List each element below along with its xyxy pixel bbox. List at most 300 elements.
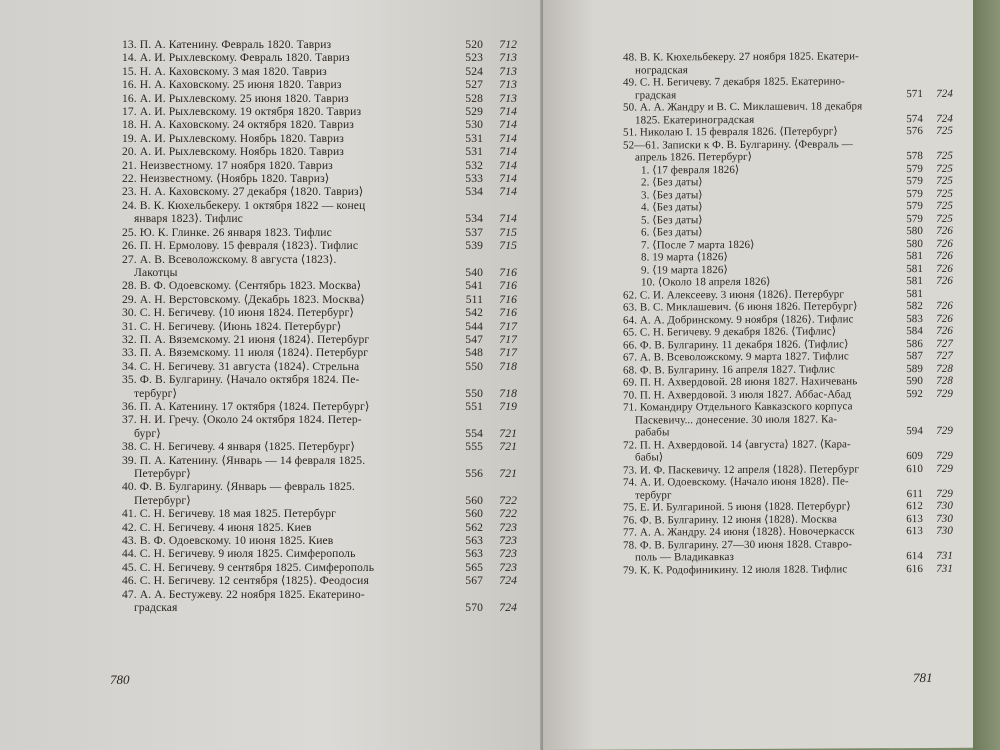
toc-entry-line: 20. А. И. Рыхлевскому. Ноябрь 1820. Тавриз [122,145,344,159]
toc-entry-line: 48. В. К. Кюхельбекеру. 27 ноября 1825. Екатери- [623,50,859,64]
toc-entry [122,279,517,292]
toc-entry [122,373,517,400]
toc-notes-page: 725 [936,124,953,137]
toc-entry-line: 35. Ф. В. Булгарину. ⟨Начало октября 1824. Пе- [122,373,360,387]
toc-notes-page: 726 [936,312,953,325]
toc-text-page: 579 [906,162,923,175]
toc-entry [122,253,517,280]
toc-entry [122,521,517,534]
toc-text-page: 537 [465,225,483,239]
toc-text-page: 586 [906,337,923,350]
toc-notes-page: 713 [499,91,517,105]
toc-entry-title [122,293,449,306]
toc-text-page: 610 [906,462,923,475]
toc-entry-line: 31. С. Н. Бегичеву. ⟨Июнь 1824. Петербург⟩ [122,319,342,333]
toc-entry-title [122,454,449,481]
toc-notes-page: 727 [936,337,953,350]
toc-text-page: 579 [906,212,923,225]
toc-notes-page: 726 [936,224,953,237]
toc-text-page: 579 [906,187,923,200]
toc-notes-page: 725 [936,212,953,225]
toc-text-page: 534 [465,212,483,226]
toc-entry-line: 65. С. Н. Бегичеву. 9 декабря 1826. ⟨Тифлис⟩ [623,325,837,339]
toc-entry-title [122,588,449,615]
toc-entry-line: ноградская [635,63,688,77]
toc-entry-title [122,373,449,400]
toc-entry-line: тербург⟩ [134,386,178,400]
toc-notes-page: 727 [936,349,953,362]
toc-entry-title [122,51,449,64]
toc-entry-title [623,400,893,439]
page-number-right: 781 [913,669,933,686]
toc-text-page: 533 [465,172,483,186]
toc-text-page: 590 [906,375,923,388]
toc-notes-page: 726 [936,249,953,262]
toc-text-page: 542 [465,306,483,320]
toc-text-page: 611 [906,487,923,500]
toc-notes-page: 729 [936,449,953,462]
toc-notes-page: 731 [936,562,953,575]
toc-text-page: 571 [906,87,923,100]
toc-entry [623,137,953,164]
toc-text-page: 613 [906,512,923,525]
toc-text-page: 579 [906,175,923,188]
toc-text-page: 580 [906,225,923,238]
toc-entry [623,75,953,102]
toc-entry-line: Петербург⟩ [134,493,191,507]
toc-notes-page: 725 [936,162,953,175]
toc-entry-title [623,100,893,126]
toc-entry [122,588,517,615]
toc-entry-title [122,239,449,252]
toc-notes-page: 725 [936,174,953,187]
toc-entry-line: 29. А. Н. Верстовскому. ⟨Декабрь 1823. Москва⟩ [122,292,365,306]
toc-entry-title [122,346,449,359]
toc-entry-line: Паскевичу... донесение. 30 июля 1827. Ка- [635,412,838,427]
toc-text-page: 529 [465,105,483,119]
toc-entry-line: 70. П. Н. Ахвердовой. 3 июля 1827. Аббас-Абад [623,387,852,402]
toc-entry-line: 41. С. Н. Бегичеву. 18 мая 1825. Петербург [122,507,336,521]
toc-entry-title [623,538,893,564]
toc-entry [122,239,517,252]
toc-entry [623,387,953,401]
toc-text-page: 520 [465,38,483,51]
toc-text-page: 539 [465,239,483,253]
toc-entry-line: 1825. Екатериноградская [635,113,755,127]
toc-text-page: 540 [465,265,483,279]
toc-entry [122,413,517,440]
toc-entry-line: 15. Н. А. Каховскому. 3 мая 1820. Тавриз [122,64,327,78]
toc-entry-line: 17. А. И. Рыхлевскому. 19 октября 1820. Тавриз [122,105,362,119]
toc-entry-line: 66. Ф. В. Булгарину. 11 декабря 1826. ⟨Тифлис⟩ [623,337,849,352]
toc-entry [122,480,517,507]
toc-entry-title [122,185,449,198]
toc-notes-page: 728 [936,362,953,375]
toc-entry-title [122,561,449,574]
toc-entry [122,360,517,373]
toc-notes-page: 723 [499,534,517,548]
toc-entry-line: 24. В. К. Кюхельбекеру. 1 октября 1822 — конец [122,198,366,212]
toc-entry-line: 72. П. Н. Ахвердовой. 14 ⟨августа⟩ 1827. ⟨Кара- [623,437,851,452]
toc-entry-line: 30. С. Н. Бегичеву. ⟨10 июня 1824. Петербург⟩ [122,306,354,320]
toc-text-page: 560 [465,507,483,521]
toc-entry-line: 43. В. Ф. Одоевскому. 10 июня 1825. Киев [122,534,334,548]
toc-entry-title [122,65,449,78]
toc-entry-line: 73. И. Ф. Паскевичу. 12 апреля ⟨1828⟩. Петербург [623,462,859,477]
toc-entry-title [122,226,449,239]
toc-notes-page: 714 [499,158,517,172]
toc-entry-line: 40. Ф. В. Булгарину. ⟨Январь — февраль 1825. [122,480,355,494]
toc-entry-line: 8. 19 марта ⟨1826⟩ [641,251,728,264]
toc-entry-title [122,547,449,560]
toc-text-page: 563 [465,547,483,561]
toc-notes-page: 713 [499,64,517,78]
toc-notes-page: 712 [499,38,517,51]
toc-entry-line: 18. Н. А. Каховскому. 24 октября 1820. Тавриз [122,118,354,132]
toc-entry-line: 77. А. А. Жандру. 24 июня ⟨1828⟩. Новочеркасск [623,525,855,539]
toc-entry-line: 36. П. А. Катенину. 17 октября ⟨1824. Петербург⟩ [122,399,370,413]
toc-entry-line: 47. А. А. Бестужеву. 22 ноября 1825. Екатерино- [122,587,365,601]
toc-text-page: 556 [465,467,483,480]
toc-entry-line: рабабы [635,426,670,439]
toc-text-page: 570 [465,601,483,615]
toc-notes-page: 716 [499,292,517,306]
toc-notes-page: 729 [936,424,953,437]
toc-text-page: 541 [465,279,483,293]
toc-entry [122,172,517,185]
toc-entry-line: бург⟩ [134,426,161,440]
toc-entry-title [122,78,449,91]
toc-entry [122,574,517,587]
toc-entry-title [122,360,449,373]
toc-notes-page: 714 [499,118,517,132]
toc-text-page: 594 [906,425,923,438]
toc-entry-line: 38. С. Н. Бегичеву. 4 января ⟨1825. Петербург⟩ [122,440,356,454]
toc-notes-page: 726 [936,237,953,250]
toc-entry-line: 42. С. Н. Бегичеву. 4 июня 1825. Киев [122,520,312,534]
toc-entry [122,561,517,574]
toc-entry-title [122,159,449,172]
toc-text-page: 592 [906,387,923,400]
right-page [543,0,973,750]
toc-notes-page: 714 [499,172,517,186]
toc-text-page: 560 [465,493,483,507]
toc-notes-page: 724 [936,112,953,125]
toc-entry-line: 76. Ф. В. Булгарину. 12 июня ⟨1828⟩. Москва [623,512,838,527]
toc-text-page: 528 [465,91,483,105]
toc-notes-page: 730 [936,524,953,537]
toc-entry-line: Лакотцы [134,265,178,279]
toc-text-page: 562 [465,520,483,534]
toc-entry [122,65,517,78]
toc-text-page: 609 [906,450,923,463]
toc-text-page: 532 [465,158,483,172]
toc-entry [122,51,517,64]
toc-entry-line: 25. Ю. К. Глинке. 26 января 1823. Тифлис [122,225,332,239]
toc-text-page: 576 [906,125,923,138]
toc-entry-line: 1. ⟨17 февраля 1826⟩ [641,163,740,176]
toc-notes-page: 723 [499,520,517,534]
toc-entry-line: 9. ⟨19 марта 1826⟩ [641,263,728,276]
toc-entry-line: 28. В. Ф. Одоевскому. ⟨Сентябрь 1823. Москва⟩ [122,279,362,293]
toc-entry-line: 16. Н. А. Каховскому. 25 июня 1820. Тавриз [122,78,342,92]
toc-text-page: 613 [906,525,923,538]
toc-entry [623,462,953,476]
toc-entry-title [122,400,449,413]
toc-notes-page: 726 [936,299,953,312]
toc-entry-title [122,320,449,333]
toc-text-page: 578 [906,150,923,163]
toc-entry-title [623,138,893,164]
toc-notes-page: 724 [936,87,953,100]
toc-entry [122,159,517,172]
toc-notes-page: 723 [499,560,517,574]
toc-entry-line: 45. С. Н. Бегичеву. 9 сентября 1825. Симферополь [122,560,375,574]
toc-entry [122,507,517,520]
toc-entry-line: 62. С. И. Алексееву. 3 июня ⟨1826⟩. Петербург [623,287,845,302]
toc-entry [623,562,953,576]
toc-entry-line: 7. ⟨После 7 марта 1826⟩ [641,238,755,251]
toc-entry-line: января 1823⟩. Тифлис [134,212,243,226]
toc-text-page: 563 [465,534,483,548]
toc-notes-page: 729 [936,487,953,500]
toc-entry-line: 16. А. И. Рыхлевскому. 25 июня 1820. Тавриз [122,91,349,105]
toc-entry-line: градская [134,601,178,615]
toc-text-page: 583 [906,312,923,325]
toc-entry [122,199,517,226]
toc-entry-line: 27. А. В. Всеволожскому. 8 августа ⟨1823⟩. [122,252,337,266]
toc-entry-line: апрель 1826. Петербург⟩ [635,150,753,164]
toc-entry-line: 4. ⟨Без даты⟩ [641,201,703,214]
toc-entry-title [122,145,449,158]
toc-entry [623,50,953,77]
toc-entry [122,346,517,359]
toc-entry-line: 34. С. Н. Бегичеву. 31 августа ⟨1824⟩. Стрельна [122,359,360,373]
toc-notes-page: 716 [499,306,517,320]
toc-entry-line: 51. Николаю I. 15 февраля 1826. ⟨Петербург⟩ [623,125,838,139]
toc-entry [623,437,953,464]
toc-notes-page: 721 [499,426,517,440]
toc-entry [122,547,517,560]
toc-entry-title [122,38,449,51]
toc-entry [122,400,517,413]
toc-notes-page: 725 [936,187,953,200]
toc-text-page: 580 [906,237,923,250]
toc-text-page: 581 [906,250,923,263]
toc-entry-line: 32. П. А. Вяземскому. 21 июня ⟨1824⟩. Петербург [122,332,370,346]
toc-notes-page: 721 [499,467,517,480]
toc-entry-line: 44. С. Н. Бегичеву. 9 июля 1825. Симферополь [122,547,356,561]
toc-entry [122,132,517,145]
toc-entry-line: 33. П. А. Вяземскому. 11 июля ⟨1824⟩. Петербург [122,346,369,360]
toc-entry-line: 2. ⟨Без даты⟩ [641,176,703,189]
toc-entry-title [122,105,449,118]
toc-entry [623,537,953,564]
table-of-contents-left [122,38,517,614]
toc-notes-page: 716 [499,279,517,293]
toc-entry-line: 5. ⟨Без даты⟩ [641,213,703,226]
toc-entry-line: 10. ⟨Около 18 апреля 1826⟩ [641,275,771,289]
toc-notes-page: 730 [936,512,953,525]
toc-notes-page: 716 [499,265,517,279]
toc-entry-title [122,521,449,534]
toc-notes-page: 714 [499,145,517,159]
toc-entry-title [623,563,893,577]
toc-notes-page: 721 [499,440,517,454]
toc-text-page: 581 [906,262,923,275]
toc-entry-title [122,440,449,453]
page-number-left: 780 [110,672,130,687]
toc-entry-line: 21. Неизвестному. 17 ноября 1820. Тавриз [122,158,333,172]
toc-entry [623,400,953,439]
toc-entry [623,125,953,139]
toc-entry-line: 75. Е. И. Булгариной. 5 июня ⟨1828. Петербург⟩ [623,500,851,514]
toc-entry-title [623,50,893,76]
toc-text-page: 547 [465,332,483,346]
toc-text-page: 531 [465,145,483,159]
toc-notes-page: 715 [499,239,517,253]
toc-entry-line: 6. ⟨Без даты⟩ [641,226,703,239]
toc-notes-page: 724 [499,601,517,615]
toc-notes-page: 722 [499,493,517,507]
toc-entry-line: 13. П. А. Катенину. Февраль 1820. Тавриз [122,38,332,51]
toc-text-page: 555 [465,440,483,454]
toc-entry-line: 68. Ф. В. Булгарину. 16 апреля 1827. Тифлис [623,362,835,377]
toc-text-page: 584 [906,325,923,338]
toc-entry-line: Петербург⟩ [134,467,191,480]
toc-text-page: 582 [906,300,923,313]
toc-notes-page: 714 [499,131,517,145]
toc-entry-title [122,253,449,280]
toc-text-page: 589 [906,362,923,375]
toc-notes-page: 718 [499,359,517,373]
toc-text-page: 616 [906,562,923,575]
toc-text-page: 567 [465,574,483,588]
toc-text-page: 565 [465,560,483,574]
toc-notes-page: 722 [499,507,517,521]
toc-notes-page: 723 [499,547,517,561]
toc-notes-page: 713 [499,78,517,92]
toc-notes-page: 719 [499,399,517,413]
toc-entry [122,145,517,158]
toc-entry-line: 39. П. А. Катенину. ⟨Январь — 14 февраля 1825. [122,453,366,467]
toc-text-page: 548 [465,346,483,360]
toc-text-page: 511 [465,292,483,306]
toc-text-page: 523 [465,51,483,65]
toc-entry-title [623,75,893,101]
toc-entry-line: 3. ⟨Без даты⟩ [641,188,703,201]
toc-entry-title [122,333,449,346]
toc-text-page: 614 [906,550,923,563]
toc-entry-title [122,534,449,547]
toc-entry [623,475,953,502]
toc-entry-line: 63. В. С. Миклашевич. ⟨6 июня 1826. Петербург⟩ [623,300,858,314]
toc-notes-page: 726 [936,274,953,287]
toc-text-page: 612 [906,500,923,513]
toc-notes-page: 715 [499,225,517,239]
toc-entry-line: поль — Владикавказ [635,551,734,564]
toc-entry [122,105,517,118]
toc-notes-page: 713 [499,51,517,65]
toc-notes-page: 724 [499,574,517,588]
toc-entry-line: 67. А. В. Всеволожскому. 9 марта 1827. Тифлис [623,350,849,364]
toc-text-page: 534 [465,185,483,199]
toc-entry-line: 49. С. Н. Бегичеву. 7 декабря 1825. Екатерино- [623,75,845,89]
toc-text-page: 581 [906,275,923,288]
toc-entry-line: 74. А. И. Одоевскому. ⟨Начало июня 1828⟩. Пе- [623,475,849,489]
toc-text-page: 544 [465,319,483,333]
toc-entry-line: градская [635,88,677,102]
toc-notes-page: 714 [499,185,517,199]
toc-entry [122,38,517,51]
toc-entry-title [122,199,449,226]
toc-entry [122,226,517,239]
toc-entry-line: 79. К. К. Родофиникину. 12 июля 1828. Тифлис [623,562,848,577]
toc-text-page: 531 [465,131,483,145]
toc-entry [122,320,517,333]
toc-entry [122,306,517,319]
toc-entry-line: 69. П. Н. Ахвердовой. 28 июня 1827. Нахичевань [623,375,858,389]
toc-text-page: 527 [465,78,483,92]
toc-entry [122,534,517,547]
toc-entry [623,100,953,127]
toc-entry-line: 37. Н. И. Гречу. ⟨Около 24 октября 1824. Петер- [122,413,362,427]
toc-entry-line: 26. П. Н. Ермолову. 15 февраля ⟨1823⟩. Тифлис [122,239,359,253]
toc-notes-page: 718 [499,386,517,400]
toc-entry-title [122,279,449,292]
toc-text-page: 574 [906,112,923,125]
book-cover-edge [973,0,1000,750]
toc-entry-title [122,118,449,131]
toc-entry-title [122,507,449,520]
toc-entry-title [623,475,893,501]
toc-entry [122,118,517,131]
toc-entry [122,293,517,306]
toc-entry-title [623,438,893,464]
toc-entry-line: 52—61. Записки к Ф. В. Булгарину. ⟨Февраль — [623,137,853,152]
table-of-contents-right [623,50,953,577]
toc-entry-line: 64. А. А. Добринскому. 9 ноября ⟨1826⟩. Тифлис [623,312,854,327]
toc-entry [122,92,517,105]
toc-notes-page: 726 [936,262,953,275]
toc-text-page: 587 [906,350,923,363]
toc-entry-line: 71. Командиру Отдельного Кавказского корпуса [623,400,853,414]
toc-notes-page: 729 [936,387,953,400]
toc-entry [122,440,517,453]
toc-entry-line: 46. С. Н. Бегичеву. 12 сентября ⟨1825⟩. Феодосия [122,574,369,588]
toc-text-page: 550 [465,386,483,400]
toc-notes-page: 717 [499,319,517,333]
toc-entry-line: 78. Ф. В. Булгарину. 27—30 июня 1828. Ставро- [623,537,853,552]
toc-entry-line: тербург [635,488,672,502]
toc-entry-title [122,92,449,105]
toc-notes-page: 726 [936,324,953,337]
toc-notes-page: 725 [936,149,953,162]
toc-entry-title [122,172,449,185]
toc-text-page: 551 [465,399,483,413]
toc-entry-title [122,132,449,145]
toc-notes-page: 731 [936,549,953,562]
toc-entry-line: 19. А. И. Рыхлевскому. Ноябрь 1820. Тавриз [122,131,344,145]
toc-entry-line: бабы⟩ [635,451,664,464]
toc-entry-title [122,480,449,507]
toc-entry [122,185,517,198]
toc-text-page: 579 [906,200,923,213]
toc-entry [122,333,517,346]
toc-text-page: 530 [465,118,483,132]
toc-notes-page: 730 [936,499,953,512]
toc-entry [623,525,953,539]
